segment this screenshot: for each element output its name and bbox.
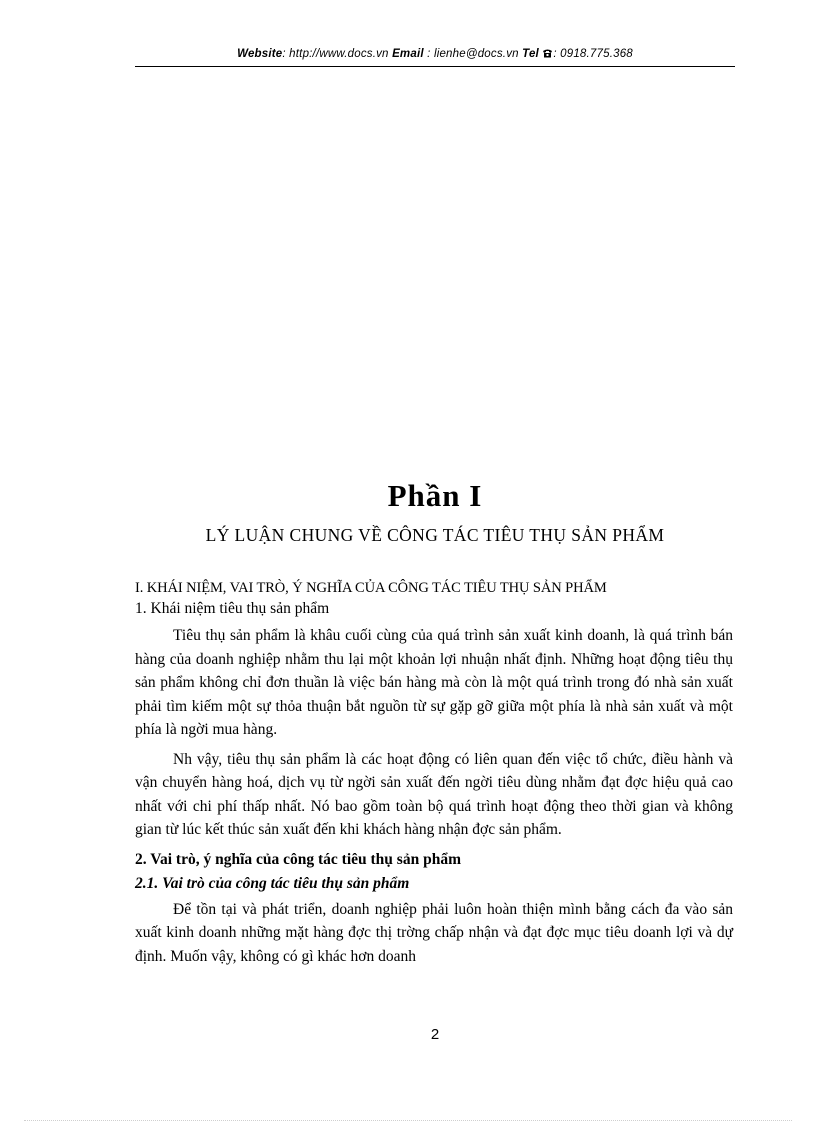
email-value: : lienhe@docs.vn bbox=[427, 48, 519, 60]
paragraph-1: Tiêu thụ sản phẩm là khâu cuối cùng của quá trình sản xuất kinh doanh, là quá trình bán hàng của doanh nghiệp nhằm thu lại một khoản lợi nhuận nhất định. Những hoạt động tiêu thụ sản phẩm không chỉ đơn thuần là việc bán hàng mà còn là một quá trình trong đó nhà sản xuất phải tìm kiếm một sự thỏa thuận bắt nguồn từ sự gặp gỡ giữa một phía là nhà sản xuất và một phía là ngời mua hàng. bbox=[135, 627, 733, 738]
part-title: Phần I bbox=[387, 478, 483, 513]
tel-value: : 0918.775.368 bbox=[553, 48, 633, 60]
paragraph-2: Nh vậy, tiêu thụ sản phẩm là các hoạt động có liên quan đến việc tổ chức, điều hành và vận chuyển hàng hoá, dịch vụ từ ngời sản xuất đến ngời tiêu dùng nhằm đạt đợc hiệu quả cao nhất với chi phí thấp nhất. Nó bao gồm toàn bộ quá trình hoạt động theo thời gian và không gian từ lúc kết thúc sản xuất đến khi khách hàng nhận đợc sản phẩm. bbox=[135, 750, 733, 838]
subsection-heading-2: 2. Vai trò, ý nghĩa của công tác tiêu thụ sản phẩm bbox=[135, 850, 461, 868]
part-subtitle: LÝ LUẬN CHUNG VỀ CÔNG TÁC TIÊU THỤ SẢN PHẨM bbox=[205, 525, 665, 545]
website-value: : http://www.docs.vn bbox=[282, 48, 389, 60]
page-header bbox=[135, 48, 735, 61]
paragraph-3: Để tồn tại và phát triển, doanh nghiệp phải luôn hoàn thiện mình bằng cách đa vào sản xuất kinh doanh những mặt hàng đợc thị trờng chấp nhận và đạt đợc mục tiêu doanh lợi và dự định. Muốn vậy, không có gì khác hơn doanh bbox=[135, 900, 733, 965]
page-number: 2 bbox=[430, 1026, 440, 1043]
body-content bbox=[135, 578, 733, 974]
subsection-heading-1: 1. Khái niệm tiêu thụ sản phẩm bbox=[135, 600, 330, 617]
email-label: Email bbox=[392, 48, 424, 60]
tel-label: Tel bbox=[522, 48, 539, 60]
bottom-rule bbox=[24, 1120, 792, 1121]
phone-icon bbox=[542, 48, 553, 61]
section-heading: I. KHÁI NIỆM, VAI TRÒ, Ý NGHĨA CỦA CÔNG TÁC TIÊU THỤ SẢN PHẨM bbox=[135, 580, 607, 596]
subsection-heading-2-1: 2.1. Vai trò của công tác tiêu thụ sản phẩm bbox=[135, 874, 410, 892]
website-label: Website bbox=[237, 48, 283, 60]
header-rule bbox=[135, 66, 735, 67]
